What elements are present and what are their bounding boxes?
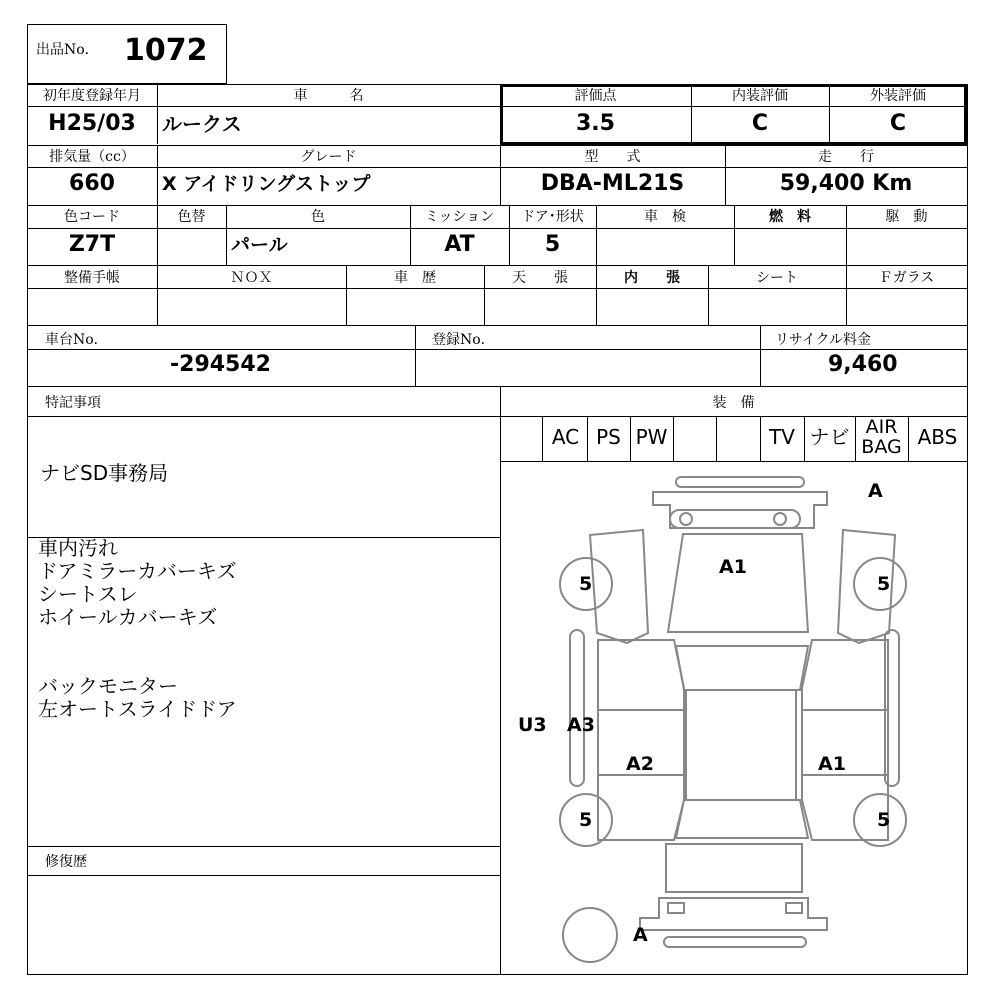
- inspection-label: 車 検: [644, 209, 686, 225]
- color-code-label: 色コード: [64, 209, 120, 225]
- equipment-pw: PW: [635, 425, 668, 449]
- seat-label: シート: [756, 270, 798, 286]
- color-change-label: 色替: [177, 209, 206, 225]
- note-line: バックモニター: [38, 674, 178, 698]
- recycle-label: リサイクル料金: [775, 332, 872, 348]
- interior-value: C: [751, 111, 769, 136]
- mileage-value: 59,400 Km: [779, 171, 913, 196]
- model-label: 型 式: [584, 149, 641, 165]
- registration-label: 登録No．: [432, 332, 495, 348]
- model-value: DBA-ML21S: [540, 171, 685, 196]
- note-line: ドアミラーカバーキズ: [38, 559, 237, 583]
- mark-tire-rl: 5: [579, 809, 593, 831]
- score-value: 3.5: [576, 111, 615, 136]
- mark-tire-fl: 5: [579, 573, 593, 595]
- equipment-label: 装 備: [712, 395, 755, 411]
- note-line: 車内汚れ: [38, 536, 118, 560]
- recycle-value: 9,460: [828, 352, 898, 377]
- mark-left-door: A2: [626, 753, 654, 775]
- history-label: 車 歴: [394, 270, 436, 286]
- lot-number: 1072: [124, 33, 208, 68]
- displacement-label: 排気量（cc）: [49, 149, 135, 165]
- color-label: 色: [311, 209, 325, 225]
- mark-hood: A1: [719, 556, 747, 578]
- mark-right-door: A1: [818, 753, 846, 775]
- sunroof-label: 天 張: [512, 270, 568, 286]
- note-line: ホイールカバーキズ: [38, 605, 218, 629]
- equipment-airbag: AIR BAG: [861, 416, 902, 458]
- color-value: パール: [231, 234, 288, 256]
- door-shape-value: 5: [544, 232, 561, 257]
- mission-value: AT: [444, 232, 475, 257]
- note-line: シートスレ: [38, 582, 138, 606]
- interior-label: 内装評価: [732, 88, 788, 104]
- mark-tire-rr: 5: [877, 809, 891, 831]
- equipment-ac: AC: [551, 425, 580, 449]
- grade-value: X アイドリングストップ: [162, 173, 371, 195]
- first-reg-value: H25/03: [48, 111, 136, 136]
- mark-left-a: A3: [567, 714, 595, 736]
- mark-left-u: U3: [518, 714, 547, 736]
- interior-roof-label: 内 張: [624, 270, 680, 286]
- score-label: 評価点: [574, 88, 617, 104]
- color-code-value: Z7T: [68, 232, 116, 257]
- chassis-value: -294542: [170, 352, 271, 377]
- mileage-label: 走 行: [818, 149, 874, 165]
- repair-label: 修復歴: [45, 854, 87, 870]
- fuel-label: 燃 料: [769, 209, 811, 225]
- mark-rear: A: [633, 924, 648, 946]
- note-top: ナビSD事務局: [40, 461, 169, 485]
- exterior-value: C: [889, 111, 907, 136]
- lot-label: 出品No．: [36, 42, 99, 58]
- car-name-label: 車 名: [293, 88, 364, 104]
- nox-label: ＮＯＸ: [230, 270, 273, 286]
- car-name-value: ルークス: [162, 112, 242, 136]
- mark-front: A: [868, 480, 883, 502]
- equipment-tv: TV: [769, 425, 795, 449]
- exterior-label: 外装評価: [870, 88, 926, 104]
- notes-label: 特記事項: [45, 395, 101, 411]
- note-line: 左オートスライドドア: [38, 697, 237, 721]
- displacement-value: 660: [69, 171, 115, 196]
- maintenance-label: 整備手帳: [64, 270, 120, 286]
- equipment-navi: ナビ: [809, 425, 850, 449]
- equipment-abs: ABS: [917, 425, 958, 449]
- f-glass-label: Ｆガラス: [878, 270, 935, 286]
- drive-label: 駆 動: [885, 209, 928, 225]
- first-reg-label: 初年度登録年月: [43, 88, 141, 104]
- equipment-ps: PS: [596, 425, 621, 449]
- door-shape-label: ドア･形状: [521, 209, 584, 225]
- chassis-label: 車台No．: [45, 332, 108, 348]
- mark-tire-fr: 5: [877, 573, 891, 595]
- grade-label: グレード: [300, 149, 357, 165]
- equipment-row: [500, 416, 967, 461]
- mission-label: ミッション: [424, 209, 495, 225]
